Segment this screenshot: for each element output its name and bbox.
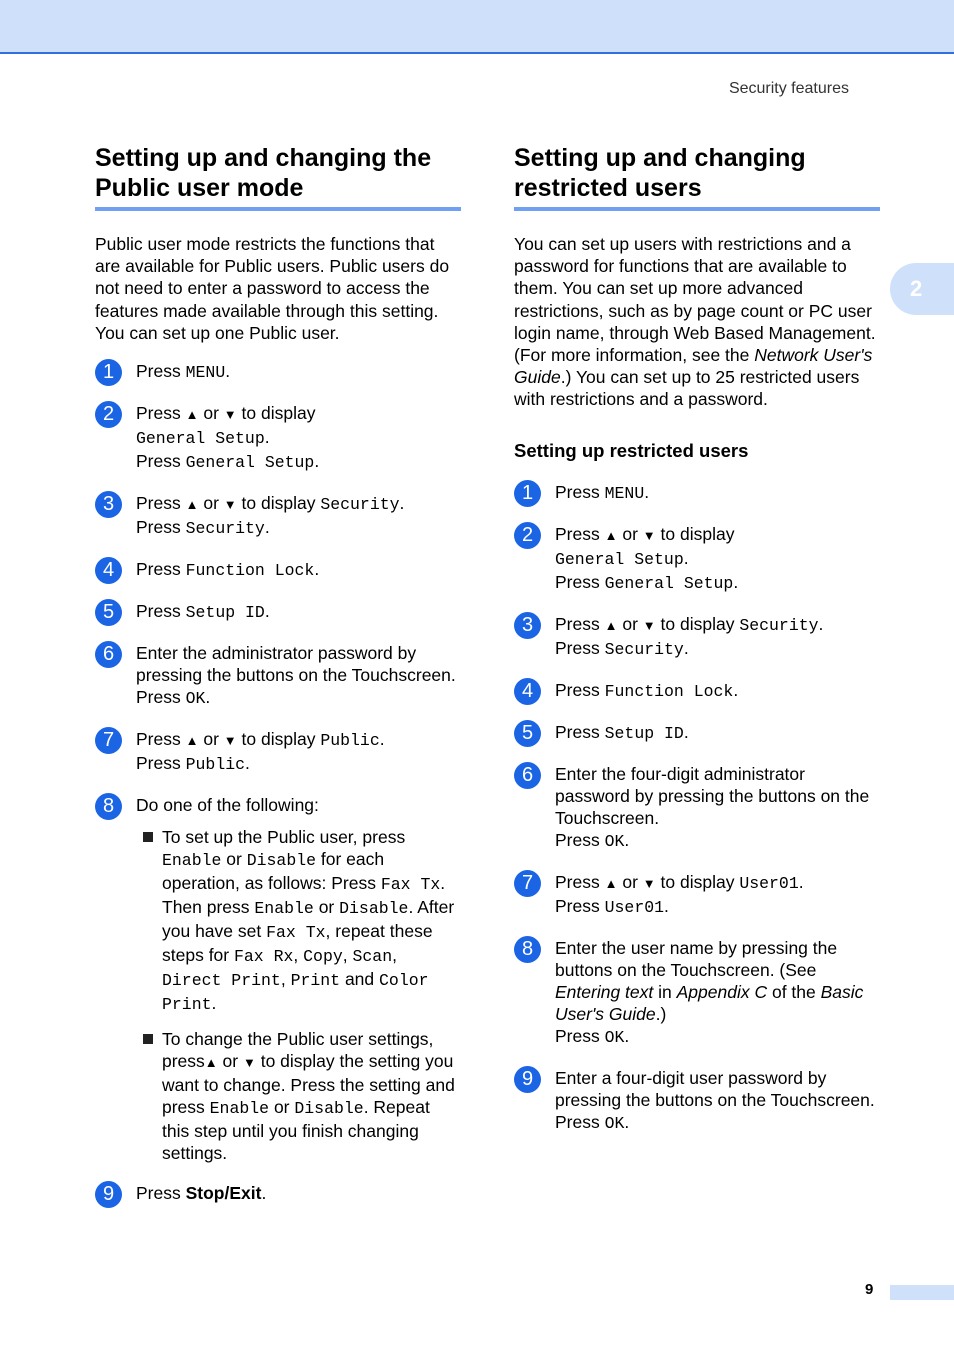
step-8-options [136,826,461,1164]
up-arrow-icon: ▲ [185,733,199,749]
step-number-badge: 6 [95,641,122,668]
down-arrow-icon: ▼ [223,407,237,423]
public-user-intro: Public user mode restricts the functions that are available for Public users. Public users do not need to enter a password to access the features made available through this setting. You can set up one Public user. [95,234,450,343]
subheading-setting-up-restricted-users: Setting up restricted users [514,439,749,461]
step-number-badge: 6 [514,762,541,789]
square-bullet-icon [143,1034,153,1044]
step-7: 7 Press ▲ or ▼ to display User01. Press User01. [514,871,880,919]
top-header-bar [0,0,954,54]
bullet-change-public-user: To change the Public user settings, press▲ or ▼ to display the setting you want to change. Press the setting and press Enable or Disable. Repeat this step until you finish changing settings. [136,1028,461,1164]
down-arrow-icon: ▼ [242,1055,256,1071]
step-number-badge: 1 [95,359,122,386]
bullet-setup-public-user: To set up the Public user, press Enable or Disable for each operation, as follows: Press Fax Tx. Then press Enable or Disable. After you have set Fax Tx, repeat these steps for Fax Rx, Copy, Scan, Direct Print, Print and Color Print. [136,826,461,1016]
step-1: 1 Press MENU. [95,360,461,384]
up-arrow-icon: ▲ [604,527,618,543]
step-4: 4 Press Function Lock. [95,558,461,582]
public-user-steps [95,360,461,1204]
step-number-badge: 9 [514,1066,541,1093]
square-bullet-icon [143,832,153,842]
step-4: 4 Press Function Lock. [514,679,880,703]
step-8: 8 Do one of the following: To set up the Public user, press Enable or Disable for each operation, as follows: Press Fax Tx. Then press Enable or Disable. After you have set Fax Tx, repeat these steps for Fax Rx, Copy, Scan, Direct Print, Print and Color Print. To change the Public user settings, press▲ or ▼ to display the setting you want to change. Press the setting and press Enable or Disable. Repeat this step until you finish changing settings. [95,794,461,1164]
step-number-badge: 4 [514,678,541,705]
step-2: 2 Press ▲ or ▼ to display General Setup. Press General Setup. [95,402,461,474]
down-arrow-icon: ▼ [642,617,656,633]
up-arrow-icon: ▲ [604,875,618,891]
step-number-badge: 8 [95,793,122,820]
page-number-bar [890,1285,954,1300]
step-number-badge: 2 [95,401,122,428]
page-number: 9 [865,1281,874,1298]
step-number-badge: 3 [95,491,122,518]
step-number-badge: 5 [95,599,122,626]
up-arrow-icon: ▲ [204,1055,218,1071]
step-number-badge: 8 [514,936,541,963]
right-column [514,143,880,1153]
up-arrow-icon: ▲ [185,497,199,513]
step-1: 1 Press MENU. [514,481,880,505]
step-number-badge: 2 [514,522,541,549]
restricted-user-steps [514,481,880,1135]
left-column [95,143,461,1222]
step-8: 8 Enter the user name by pressing the buttons on the Touchscreen. (See Entering text in Appendix C of the Basic User's Guide.) Press OK. [514,937,880,1049]
step-3: 3 Press ▲ or ▼ to display Security. Press Security. [514,613,880,661]
chapter-tab: 2 [890,263,954,315]
step-number-badge: 7 [514,870,541,897]
step-2: 2 Press ▲ or ▼ to display General Setup. Press General Setup. [514,523,880,595]
section-title-public-user: Setting up and changing the Public user mode [95,143,461,211]
section-title-restricted-users: Setting up and changing restricted users [514,143,880,211]
step-7: 7 Press ▲ or ▼ to display Public. Press Public. [95,728,461,776]
step-3: 3 Press ▲ or ▼ to display Security. Press Security. [95,492,461,540]
step-6: 6 Enter the administrator password by pressing the buttons on the Touchscreen. Press OK. [95,642,461,710]
down-arrow-icon: ▼ [223,733,237,749]
running-title: Security features [728,80,849,97]
step-9: 9 Press Stop/Exit. [95,1182,461,1204]
down-arrow-icon: ▼ [223,497,237,513]
restricted-users-intro: You can set up users with restrictions and a password for functions that are available to them. You can set up more advanced restrictions, such as by page count or PC user login name, through Web Based Management. (For more information, see the Network User's Guide.) You can set up to 25 restricted users with restrictions and a password. [514,234,876,410]
step-number-badge: 1 [514,480,541,507]
step-9: 9 Enter a four-digit user password by pressing the buttons on the Touchscreen. Press OK. [514,1067,880,1135]
step-number-badge: 3 [514,612,541,639]
step-number-badge: 7 [95,727,122,754]
up-arrow-icon: ▲ [185,407,199,423]
step-5: 5 Press Setup ID. [95,600,461,624]
step-number-badge: 9 [95,1181,122,1208]
up-arrow-icon: ▲ [604,617,618,633]
step-number-badge: 4 [95,557,122,584]
step-6: 6 Enter the four-digit administrator password by pressing the buttons on the Touchscreen. Press OK. [514,763,880,853]
step-number-badge: 5 [514,720,541,747]
down-arrow-icon: ▼ [642,875,656,891]
down-arrow-icon: ▼ [642,527,656,543]
step-5: 5 Press Setup ID. [514,721,880,745]
